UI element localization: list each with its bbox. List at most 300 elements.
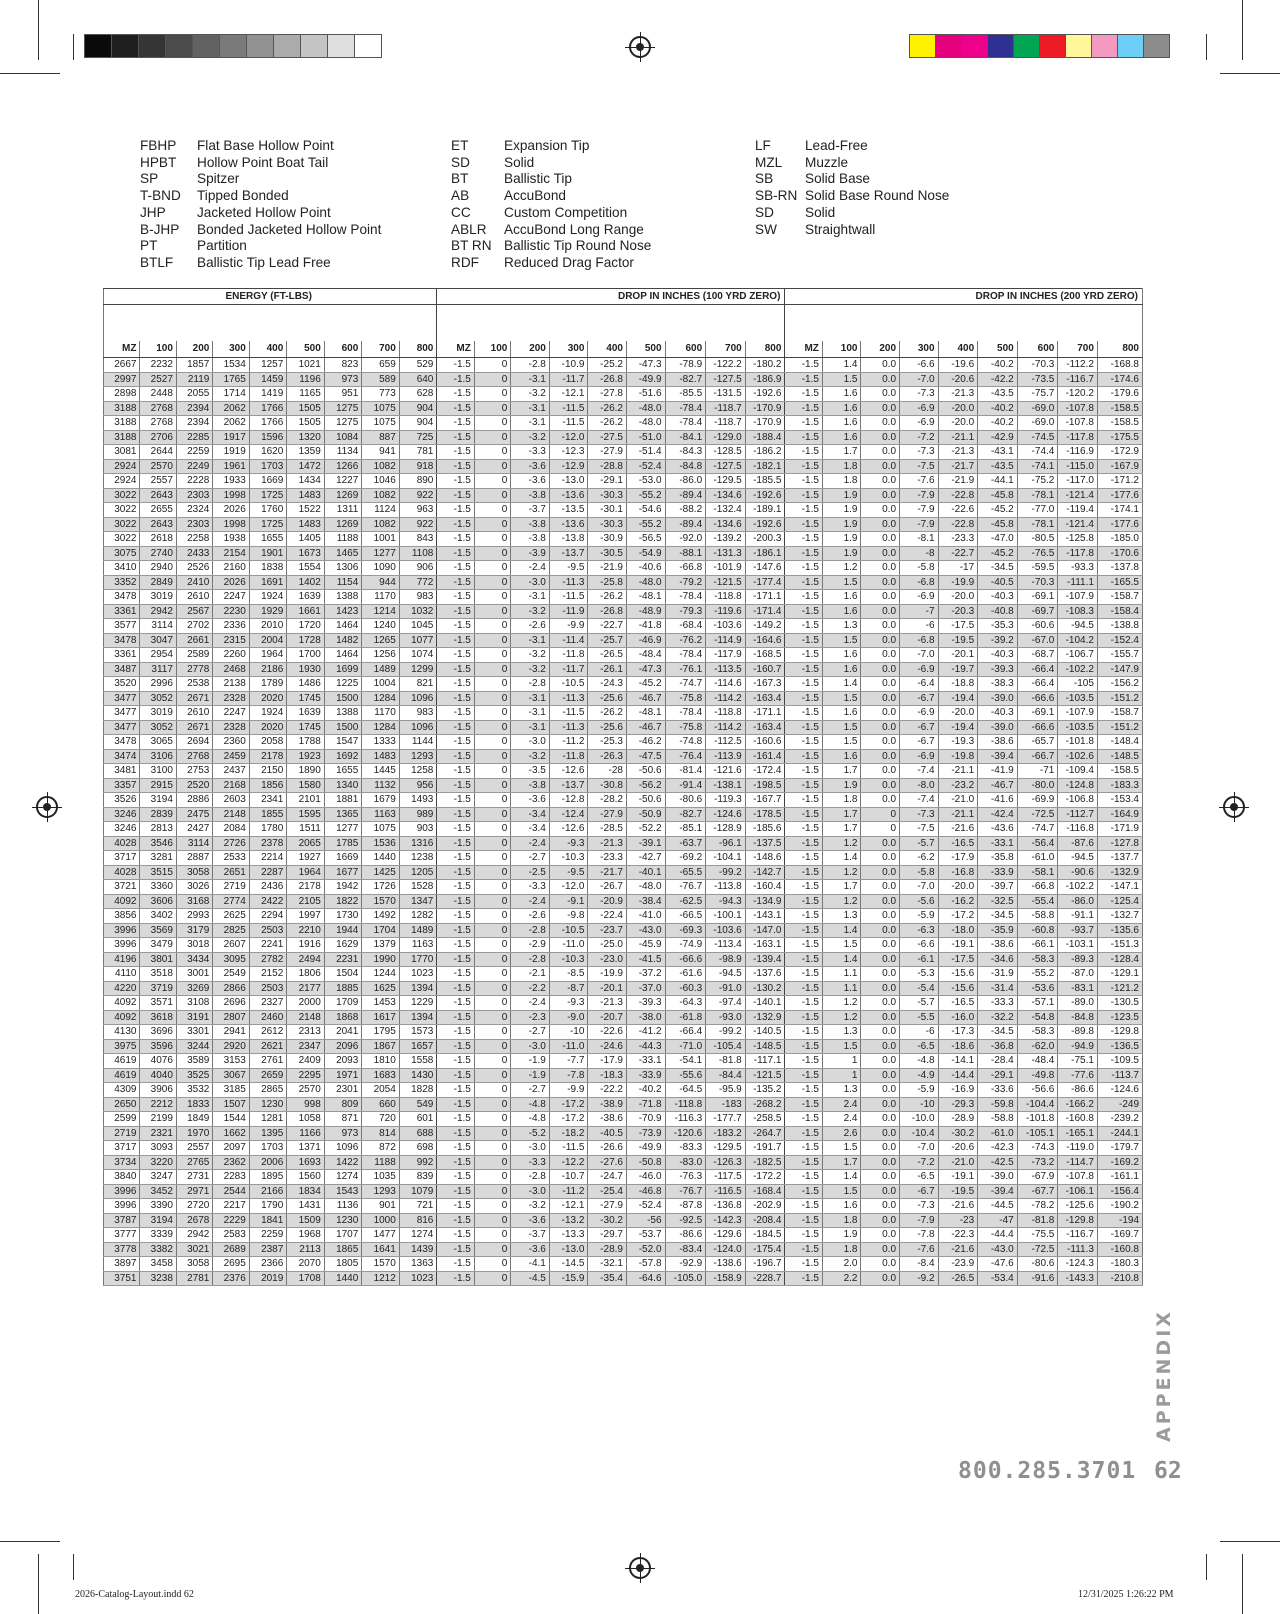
table-row [104,1097,1143,1112]
table-cell: -1.5 [785,880,823,895]
table-cell: -7.3 [900,807,939,822]
table-cell: -121.5 [745,1068,785,1083]
table-cell: -39.0 [978,1170,1018,1185]
table-cell: 3569 [140,923,176,938]
table-cell: -1.5 [437,1010,475,1025]
table-cell: -38.3 [978,677,1018,692]
table-cell: -30.3 [588,517,627,532]
table-cell: 0.0 [861,952,900,967]
table-cell: -5.6 [900,894,939,909]
table-cell: -140.5 [745,1025,785,1040]
table-cell: -1.5 [437,1271,475,1286]
table-cell: -1.5 [785,619,823,634]
table-row [104,1083,1143,1098]
table-cell: 809 [324,1097,362,1112]
table-cell: 2448 [140,387,176,402]
table-cell: -86.0 [665,474,706,489]
table-cell: 2.2 [822,1271,861,1286]
table-cell: 2.6 [822,1126,861,1141]
table-cell: -1.5 [437,546,475,561]
column-header: 500 [978,341,1018,358]
table-cell: 1856 [249,778,287,793]
table-cell: -188.4 [745,430,785,445]
table-cell: 2.0 [822,1257,861,1272]
table-cell: -1.5 [785,923,823,938]
table-cell: -11.3 [549,575,588,590]
table-cell: 1096 [399,691,437,706]
table-cell: -117.8 [1058,430,1098,445]
table-cell: -1.5 [785,952,823,967]
table-cell: 0.0 [861,619,900,634]
table-row [104,1257,1143,1272]
table-cell: -1.5 [785,561,823,576]
table-cell: 2621 [249,1039,287,1054]
table-cell: -1.5 [785,1257,823,1272]
table-cell: -40.2 [978,401,1018,416]
table-cell: -65.5 [665,865,706,880]
header-spacer-row [104,305,1143,342]
table-cell: -69.2 [665,851,706,866]
table-cell: 1766 [249,401,287,416]
table-cell: -12.1 [549,387,588,402]
table-cell: -3.1 [511,720,550,735]
table-cell: -111.3 [1058,1242,1098,1257]
table-cell: 843 [399,532,437,547]
table-cell: 2753 [176,764,212,779]
table-row [104,619,1143,634]
table-cell: 2150 [249,764,287,779]
table-cell: 772 [399,575,437,590]
table-cell: -13.2 [549,1213,588,1228]
table-row [104,1068,1143,1083]
drop-100-group-header: DROP IN INCHES (100 YRD ZERO) [437,289,785,305]
table-cell: -69.7 [1017,604,1058,619]
table-cell: -35.8 [978,851,1018,866]
table-cell: -50.6 [626,764,665,779]
table-cell: -78.9 [665,358,706,373]
color-swatch [246,34,274,58]
table-cell: -9.3 [549,836,588,851]
table-cell: 2096 [324,1039,362,1054]
table-row [104,358,1143,373]
table-cell: -58.3 [1017,952,1058,967]
table-cell: -3.2 [511,387,550,402]
table-cell: -12.3 [549,445,588,460]
table-cell: -1.5 [785,691,823,706]
table-cell: 1.5 [822,1039,861,1054]
table-cell: 1.7 [822,764,861,779]
table-cell: -80.6 [665,793,706,808]
table-cell: 2774 [213,894,249,909]
table-cell: 0.0 [861,691,900,706]
table-cell: 1703 [249,459,287,474]
table-cell: -11.5 [549,590,588,605]
table-cell: -73.9 [626,1126,665,1141]
table-cell: -128.4 [1097,952,1142,967]
table-cell: -3.0 [511,1141,550,1156]
table-cell: -8.1 [900,532,939,547]
table-cell: -268.2 [745,1097,785,1112]
color-swatch [273,34,301,58]
table-cell: -137.7 [1097,851,1142,866]
table-cell: -175.4 [745,1242,785,1257]
table-cell: -210.8 [1097,1271,1142,1286]
table-cell: -74.9 [665,938,706,953]
table-cell: -158.7 [1097,590,1142,605]
table-cell: 3081 [104,445,140,460]
table-cell: 1275 [324,416,362,431]
table-cell: -191.7 [745,1141,785,1156]
table-cell: -22.3 [938,1228,978,1243]
table-cell: 839 [399,1170,437,1185]
table-cell: -43.1 [978,445,1018,460]
table-cell: 0.0 [861,1112,900,1127]
table-cell: 2019 [249,1271,287,1286]
legend-description: Custom Competition [504,204,628,220]
table-cell: -1.5 [785,1010,823,1025]
table-cell: 1.7 [822,807,861,822]
table-cell: 3696 [140,1025,176,1040]
table-cell: -1.5 [785,1271,823,1286]
table-cell: -13.7 [549,546,588,561]
table-cell: 1258 [399,764,437,779]
table-cell: -6.4 [900,677,939,692]
table-cell: -6.9 [900,416,939,431]
table-cell: -10.9 [549,358,588,373]
table-cell: 2154 [213,546,249,561]
table-cell: -179.6 [1097,387,1142,402]
table-cell: 3546 [140,836,176,851]
table-cell: 3532 [176,1083,212,1098]
legend-abbreviation: ET [451,138,469,153]
table-cell: 1379 [362,938,400,953]
table-cell: 2168 [213,778,249,793]
table-cell: -249 [1097,1097,1142,1112]
table-cell: -99.2 [706,1025,746,1040]
table-cell: -53.0 [626,474,665,489]
table-cell: 3022 [104,488,140,503]
table-cell: 2366 [249,1257,287,1272]
legend-abbreviation: BT [451,171,469,187]
table-cell: 0.0 [861,546,900,561]
table-cell: -3.3 [511,880,550,895]
table-cell: -158.5 [1097,401,1142,416]
table-cell: 3269 [176,981,212,996]
table-cell: 0.0 [861,1097,900,1112]
table-cell: -26.2 [588,706,627,721]
table-cell: -9.9 [549,1083,588,1098]
table-row [104,561,1143,576]
table-cell: -87.8 [665,1199,706,1214]
table-cell: 2941 [213,1025,249,1040]
table-cell: 1001 [362,532,400,547]
table-cell: 0 [474,764,510,779]
table-cell: 4092 [104,996,140,1011]
table-cell: -1.5 [437,633,475,648]
table-cell: -47.3 [626,358,665,373]
table-cell: -179.7 [1097,1141,1142,1156]
abbreviation-legend-column-1 [140,138,381,272]
table-cell: -89.3 [1058,952,1098,967]
table-cell: -51.6 [626,387,665,402]
table-cell: 2006 [249,1155,287,1170]
table-cell: 1.5 [822,938,861,953]
table-cell: -5.4 [900,981,939,996]
column-header: 600 [1017,341,1058,358]
table-cell: -76.7 [665,1184,706,1199]
table-cell: -71.8 [626,1097,665,1112]
legend-entry [451,205,651,222]
table-cell: 0 [474,1242,510,1257]
table-cell: -177.6 [1097,517,1142,532]
table-cell: -1.5 [785,894,823,909]
table-cell: -6.8 [900,633,939,648]
table-cell: -158.5 [1097,764,1142,779]
table-cell: 1459 [249,372,287,387]
table-cell: -1.5 [437,996,475,1011]
color-swatch [192,34,220,58]
table-cell: 0.0 [861,1025,900,1040]
color-swatch [935,34,962,58]
table-cell: 1543 [324,1184,362,1199]
table-cell: -58.1 [1017,865,1058,880]
table-cell: 0 [861,807,900,822]
table-cell: 1.6 [822,749,861,764]
table-row [104,503,1143,518]
table-cell: 1573 [399,1025,437,1040]
table-cell: -1.5 [437,894,475,909]
table-cell: -26.6 [588,1141,627,1156]
table-cell: -48.1 [626,590,665,605]
table-cell: 1677 [324,865,362,880]
table-cell: -164.6 [745,633,785,648]
table-cell: 3246 [104,822,140,837]
table-cell: -155.7 [1097,648,1142,663]
table-cell: -49.9 [626,372,665,387]
table-cell: 1004 [362,677,400,692]
table-cell: 3996 [104,1199,140,1214]
table-cell: -186.2 [745,445,785,460]
table-cell: 1.5 [822,1141,861,1156]
table-cell: -10.5 [549,923,588,938]
table-cell: -132.7 [1097,909,1142,924]
table-cell: -1.5 [785,372,823,387]
table-cell: 1282 [399,909,437,924]
table-cell: -21.1 [938,764,978,779]
table-cell: 3474 [104,749,140,764]
legend-description: Partition [197,238,247,254]
table-cell: -78.4 [665,401,706,416]
table-cell: 1425 [362,865,400,880]
table-cell: 1419 [249,387,287,402]
table-cell: 3975 [104,1039,140,1054]
table-row [104,836,1143,851]
table-cell: 1096 [324,1141,362,1156]
table-cell: 3067 [213,1068,249,1083]
table-cell: -38.6 [978,735,1018,750]
table-cell: 1511 [287,822,325,837]
table-cell: -20.0 [938,880,978,895]
table-cell: -25.4 [588,1184,627,1199]
table-cell: 1.6 [822,604,861,619]
table-cell: 3247 [140,1170,176,1185]
table-cell: -58.3 [1017,1025,1058,1040]
table-cell: 1.8 [822,474,861,489]
table-cell: -7.7 [549,1054,588,1069]
table-cell: 0 [474,1068,510,1083]
table-cell: -1.5 [437,909,475,924]
table-cell: -33.1 [978,836,1018,851]
table-cell: 0.0 [861,735,900,750]
table-cell: -130.2 [745,981,785,996]
table-cell: 1.9 [822,503,861,518]
table-cell: -69.1 [1017,590,1058,605]
table-cell: 549 [399,1097,437,1112]
table-cell: -39.1 [626,836,665,851]
table-cell: 1.5 [822,735,861,750]
legend-description: Ballistic Tip Lead Free [197,254,331,270]
table-cell: 2520 [176,778,212,793]
table-cell: -33.3 [978,996,1018,1011]
table-cell: 2920 [213,1039,249,1054]
table-cell: -143.1 [745,909,785,924]
table-cell: 1483 [287,488,325,503]
table-cell: 1704 [362,923,400,938]
table-cell: -6.5 [900,1039,939,1054]
table-cell: -124.6 [706,807,746,822]
table-cell: -1.9 [511,1054,550,1069]
table-cell: -66.1 [1017,938,1058,953]
table-cell: -11.9 [549,604,588,619]
table-cell: 2394 [176,401,212,416]
table-cell: 956 [399,778,437,793]
table-cell: -6.7 [900,691,939,706]
table-cell: -85.1 [665,822,706,837]
table-cell: -1.5 [437,822,475,837]
table-cell: 2589 [176,648,212,663]
table-row [104,764,1143,779]
table-cell: -26.2 [588,401,627,416]
table-cell: 1359 [287,445,325,460]
table-cell: -138.1 [706,778,746,793]
table-cell: -2.8 [511,677,550,692]
table-cell: -3.2 [511,430,550,445]
table-cell: 3571 [140,996,176,1011]
table-cell: 1.7 [822,880,861,895]
table-cell: 1464 [324,648,362,663]
table-cell: 2058 [249,735,287,750]
table-cell: -66.6 [1017,720,1058,735]
table-cell: -25.6 [588,720,627,735]
table-cell: -7.3 [900,387,939,402]
legend-abbreviation: RDF [451,254,479,270]
table-cell: -6.3 [900,923,939,938]
table-cell: 2618 [140,532,176,547]
table-cell: -18.8 [938,677,978,692]
table-cell: -40.2 [978,416,1018,431]
legend-description: Muzzle [805,154,849,170]
table-cell: -41.9 [978,764,1018,779]
table-cell: -26.1 [588,662,627,677]
table-cell: -2.7 [511,1025,550,1040]
table-cell: 2740 [140,546,176,561]
table-cell: -89.8 [1058,1025,1098,1040]
table-cell: -44.1 [978,474,1018,489]
table-cell: 0.0 [861,749,900,764]
table-cell: -1.5 [437,387,475,402]
table-cell: 2544 [213,1184,249,1199]
table-cell: -76.1 [665,662,706,677]
table-cell: 2503 [249,923,287,938]
table-cell: 1.5 [822,575,861,590]
table-row [104,967,1143,982]
table-cell: 1504 [324,967,362,982]
table-cell: -2.6 [511,619,550,634]
table-row [104,1141,1143,1156]
table-cell: -54.8 [1017,1010,1058,1025]
table-cell: -1.5 [437,1039,475,1054]
table-cell: -1.5 [785,720,823,735]
table-cell: -7.5 [900,822,939,837]
drop-200-group-header: DROP IN INCHES (200 YRD ZERO) [785,289,1143,305]
table-cell: 3246 [104,807,140,822]
table-cell: 3487 [104,662,140,677]
table-row [104,1213,1143,1228]
table-cell: -47.5 [626,749,665,764]
table-cell: 1790 [249,1199,287,1214]
table-cell: -5.8 [900,865,939,880]
table-cell: -1.5 [437,691,475,706]
table-cell: 1.8 [822,793,861,808]
table-cell: 720 [362,1112,400,1127]
table-row [104,807,1143,822]
table-cell: -169.7 [1097,1228,1142,1243]
table-cell: -78.4 [665,416,706,431]
table-cell: 1.8 [822,1213,861,1228]
table-cell: -47.0 [978,532,1018,547]
table-cell: -41.2 [626,1025,665,1040]
table-cell: -192.6 [745,387,785,402]
legend-entry [451,155,651,172]
table-cell: 2607 [213,938,249,953]
table-cell: 1885 [324,981,362,996]
table-cell: 0 [474,445,510,460]
table-cell: -120.2 [1058,387,1098,402]
table-cell: -3.0 [511,1184,550,1199]
table-cell: -93.7 [1058,923,1098,938]
table-cell: 3717 [104,1141,140,1156]
table-cell: -137.5 [745,836,785,851]
table-cell: 3093 [140,1141,176,1156]
table-cell: -94.5 [706,967,746,982]
table-cell: -39.2 [978,633,1018,648]
table-cell: 1.3 [822,1025,861,1040]
table-cell: -172.4 [745,764,785,779]
table-cell: 1673 [287,546,325,561]
table-cell: 0 [474,952,510,967]
table-cell: 0.0 [861,459,900,474]
table-cell: -148.5 [745,1039,785,1054]
table-cell: 0 [474,430,510,445]
table-cell: 2651 [213,865,249,880]
table-cell: 2394 [176,416,212,431]
table-cell: -19.7 [938,662,978,677]
table-cell: -46.8 [626,1184,665,1199]
table-cell: -6.1 [900,952,939,967]
table-cell: -177.4 [745,575,785,590]
table-cell: -22.2 [588,1083,627,1098]
table-cell: -31.4 [978,981,1018,996]
